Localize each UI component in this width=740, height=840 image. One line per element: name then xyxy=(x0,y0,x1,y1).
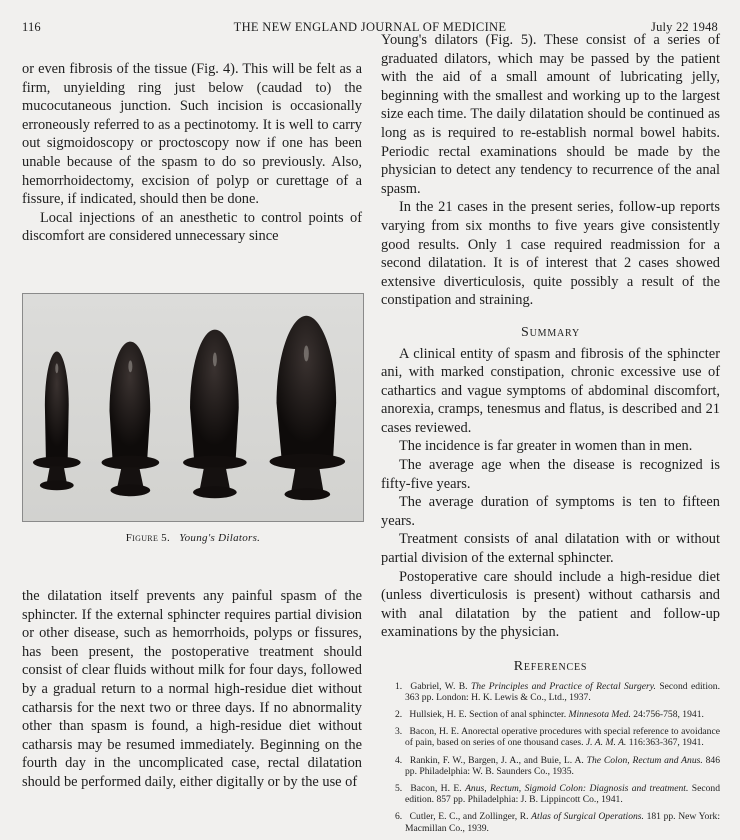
reference-item: 6. Cutler, E. C., and Zollinger, R. Atlas of Surgical Operations. 181 pp. New York: Macmillan Co., 1939. xyxy=(395,811,720,834)
paragraph: In the 21 cases in the present series, follow-up reports varying from six months to five years give consistently good results. Only 1 case required readmission for a second dilatation. It is of interest that 2 cases showed extensive diverticulosis, quite possibly a result of the constipation and straining. xyxy=(381,199,720,309)
reference-item: 5. Bacon, H. E. Anus, Rectum, Sigmoid Colon: Diagnosis and treatment. Second edition. 857 pp. Philadelphia: J. B. Lippincott Co., 1941. xyxy=(395,783,720,806)
paragraph: or even fibrosis of the tissue (Fig. 4). This will be felt as a firm, unyielding ring just below (caudad to) the mucocutaneous junction. Such incision is occasionally erroneously referred to as a pectinotomy. It is well to carry out sigmoidoscopy or proctoscopy now if one has been unable because of the spasm to do so previously. Also, hemorrhoidectomy, excision of polyp or curettage of a fissure, if indicated, should then be done. xyxy=(22,61,362,208)
paragraph: Local injections of an anesthetic to control points of discomfort are considered unnecessary since xyxy=(22,209,362,245)
paragraph: Young's dilators (Fig. 5). These consist of a series of graduated dilators, which may be passed by the patient with the aid of a small amount of lubricating jelly, beginning with the smallest and working up to the largest size each time. The daily dilatation should be continued as long as is required to re-establish normal bowel habits. Periodic rectal examinations should be made by the physician to detect any tendency to recurrence of the anal spasm. xyxy=(381,32,720,197)
dilators-photo xyxy=(23,294,363,521)
reference-item: 3. Bacon, H. E. Anorectal operative procedures with special reference to avoidance of pain, based on series of one thousand cases. J. A. M. A. 116:363-367, 1941. xyxy=(395,726,720,749)
paragraph: the dilatation itself prevents any painful spasm of the sphincter. If the external sphincter requires partial division or other disease, such as hemorrhoids, polyps or fissures, has been present, the postoperative treatment should consist of clear fluids without milk for four days, followed by a gradual return to a normal high-residue diet without catharsis for the next two or three days. If no abnormality other than spasm is found, a high-residue diet without catharsis may be resumed immediately. Beginning on the fourth day in the uncomplicated case, rectal dilatation should be performed daily, either digitally or by the use of xyxy=(22,588,362,790)
right-column xyxy=(381,31,720,840)
reference-item: 4. Rankin, F. W., Bargen, J. A., and Buie, L. A. The Colon, Rectum and Anus. 846 pp. Philadelphia: W. B. Saunders Co., 1935. xyxy=(395,754,720,777)
page-number: 116 xyxy=(22,20,41,34)
journal-title: THE NEW ENGLAND JOURNAL OF MEDICINE xyxy=(233,20,507,34)
figure-label: Figure 5. xyxy=(125,532,171,544)
summary-paragraph: Treatment consists of anal dilatation with or without partial division of the external sphincter. xyxy=(381,531,720,567)
left-column-top xyxy=(22,60,362,246)
summary-paragraph: The average duration of symptoms is ten to fifteen years. xyxy=(381,494,720,529)
summary-paragraph: The average age when the disease is recognized is fifty-five years. xyxy=(381,457,720,492)
figure-caption xyxy=(22,532,364,544)
summary-paragraph: Postoperative care should include a high-residue diet (unless diverticulosis is present) without catharsis and with anal dilatation by the patient and follow-up examinations by the physician. xyxy=(381,568,720,641)
summary-heading: Summary xyxy=(521,324,580,340)
reference-item: 2. Hullsiek, H. E. Section of anal sphincter. Minnesota Med. 24:756-758, 1941. xyxy=(395,709,704,720)
figure-photo xyxy=(22,293,364,522)
reference-item: 1. Gabriel, W. B. The Principles and Practice of Rectal Surgery. Second edition. 363 pp. London: H. K. Lewis & Co., Ltd., 1937. xyxy=(395,680,720,703)
issue-date: July 22 1948 xyxy=(651,20,718,34)
left-column-bottom xyxy=(22,587,362,792)
references-heading: References xyxy=(513,659,588,674)
summary-paragraph: A clinical entity of spasm and fibrosis of the sphincter ani, with marked constipation, chronic excessive use of cathartics and vague symptoms of abdominal discomfort, anorexia, cramps, tenesmus and flatus, is described and 21 cases reviewed. xyxy=(381,345,720,436)
references-list xyxy=(381,681,720,834)
summary-paragraph: The incidence is far greater in women than in men. xyxy=(399,438,693,455)
figure-title: Young's Dilators. xyxy=(179,532,261,544)
